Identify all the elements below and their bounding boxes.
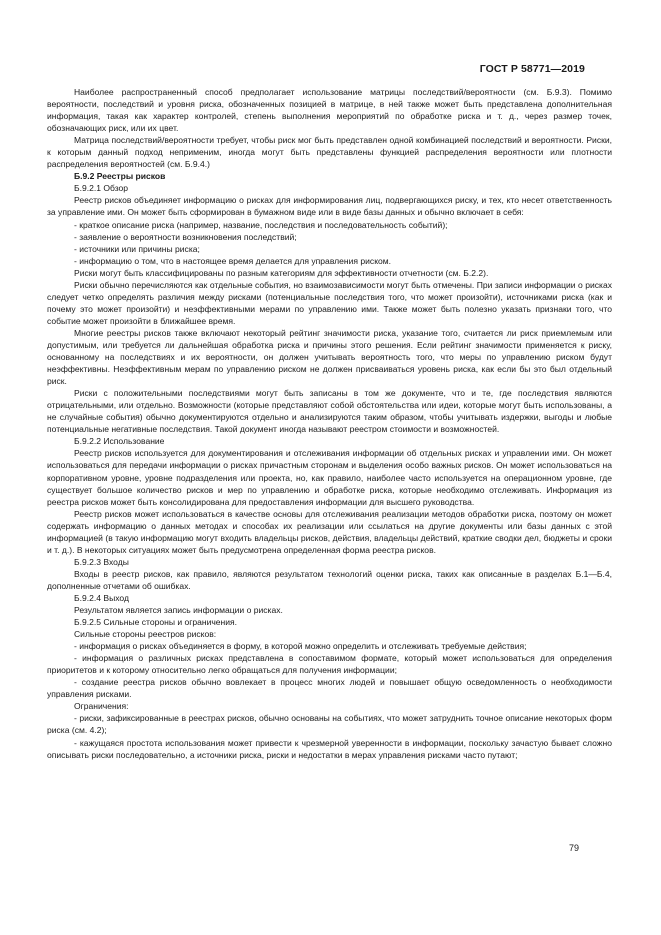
paragraph: Б.9.2.5 Сильные стороны и ограничения. xyxy=(74,617,238,628)
paragraph: Б.9.2.2 Использование xyxy=(74,436,165,447)
paragraph: - краткое описание риска (например, название, последствия и последовательность событий); xyxy=(74,219,448,230)
body-text xyxy=(47,86,612,761)
paragraph: Реестр рисков может использоваться в качестве основы для отслеживания реализации методов обработки риска, поэтому он может содержать информацию о данных методах и способах их реализации или ссылаться на другие документы или базы данных с этой информацией (в такую информацию могут входить владельцы рисков, действия, владельцы действий, краткие сводки дел, бюджеты и сроки и т. д.). В некоторых ситуациях может быть предусмотрена определенная форма реестра рисков. xyxy=(47,508,612,555)
paragraph: Матрица последствий/вероятности требует, чтобы риск мог быть представлен одной комбинацией последствий и вероятности. Риски, к которым данный подход неприменим, иногда могут быть представлены функцией распределения вероятности или плотности распределения вероятностей (см. Б.9.4.) xyxy=(47,135,612,170)
paragraph: - создание реестра рисков обычно вовлекает в процесс многих людей и повышает общую осведомленность о необходимости управления рисками. xyxy=(47,677,612,700)
paragraph: - информация о рисках объединяется в форму, в которой можно определить и отслеживать требуемые действия; xyxy=(74,641,527,652)
paragraph: Результатом является запись информации о рисках. xyxy=(74,605,283,616)
paragraph: - заявление о вероятности возникновения последствий; xyxy=(74,231,297,242)
paragraph: - кажущаяся простота использования может привести к чрезмерной уверенности в информации, поскольку зачастую бывает сложно описывать риски последовательно, а источники риска, риски и недостатки в мерах управления рисками часто путают; xyxy=(47,737,612,760)
paragraph: Ограничения: xyxy=(74,701,129,712)
paragraph: - информацию о том, что в настоящее время делается для управления риском. xyxy=(74,255,392,266)
paragraph: - информация о различных рисках представлена в сопоставимом формате, который может использоваться для определения приоритетов и к которому относительно легко обращаться для получения информации; xyxy=(47,653,612,676)
paragraph: - риски, зафиксированные в реестрах рисков, обычно основаны на событиях, что может затруднить точное описание некоторых форм риска (см. 4.2); xyxy=(47,713,612,736)
paragraph: Наиболее распространенный способ предполагает использование матрицы последствий/вероятности (см. Б.9.3). Помимо вероятности, последствий и уровня риска, обозначенных позицией в матрице, в ней также может быть представлена дополнительная информация, такая как характер контролей, степень выполнения мероприятий по обработке риска и т. д., через размер точек, обозначающих риск, или их цвет. xyxy=(47,87,612,134)
paragraph: Риски с положительными последствиями могут быть записаны в том же документе, что и те, где последствия являются отрицательными, или отдельно. Возможности (которые представляют собой обстоятельства или идеи, которые могут быть использованы, а не случайные события) обычно документируются отдельно и анализируются таким образом, чтобы учитывать издержки, выгоды и любые потенциальные негативные последствия. Такой документ иногда называют реестром стоимости и возможностей. xyxy=(47,388,612,435)
paragraph: Б.9.2.1 Обзор xyxy=(74,183,129,194)
paragraph: Риски обычно перечисляются как отдельные события, но взаимозависимости могут быть отмечены. При записи информации о рисках следует четко определять различия между рисками (потенциальные последствия того, что может произойти), источниками риска (как и почему это может произойти) и неэффективными мерами по управлению ими. Также может быть полезно указать признаки того, что событие может произойти в ближайшее время. xyxy=(47,279,612,326)
standard-code-header: ГОСТ Р 58771—2019 xyxy=(479,63,585,75)
paragraph: Б.9.2 Реестры рисков xyxy=(74,171,166,182)
paragraph: Б.9.2.3 Входы xyxy=(74,556,129,567)
paragraph: Входы в реестр рисков, как правило, являются результатом технологий оценки риска, таких как описанные в разделах Б.1—Б.4, дополненные отчетами об ошибках. xyxy=(47,568,612,591)
paragraph: Риски могут быть классифицированы по разным категориям для эффективности отчетности (см. Б.2.2). xyxy=(74,267,489,278)
page-number: 79 xyxy=(568,843,579,853)
paragraph: - источники или причины риска; xyxy=(74,243,200,254)
paragraph: Многие реестры рисков также включают некоторый рейтинг значимости риска, указание того, считается ли риск приемлемым или допустимым, или требуется ли дальнейшая обработка риска и причины этого решения. Если рейтинг значимости применяется к риску, основанному на последствиях и их вероятности, он должен учитывать вероятность того, что меры по управлению риском будут неэффективны. Неэффективным мерам по управлению риском не должен присваиваться уровень риска, как если бы это был отдельный риск. xyxy=(47,327,612,387)
paragraph: Реестр рисков объединяет информацию о рисках для информирования лиц, подвергающихся риску, и тех, кто несет ответственность за управление ими. Он может быть сформирован в бумажном виде или в виде базы данных и обычно включает в себя: xyxy=(47,195,612,218)
paragraph: Сильные стороны реестров рисков: xyxy=(74,629,217,640)
paragraph: Реестр рисков используется для документирования и отслеживания информации об отдельных рисках и управлении ими. Он может использоваться для передачи информации о рисках причастным сторонам и выделения особо важных рисков. Он может использоваться на корпоративном уровне, уровне подразделения или проекта, но, как правило, наиболее часто используется на операционном уровне, где существует большое количество рисков и мер по управлению и обработке риска, которые необходимо отслеживать. Информация из реестра рисков может быть консолидирована для предоставления информации для высшего руководства. xyxy=(47,448,612,507)
paragraph: Б.9.2.4 Выход xyxy=(74,592,129,603)
